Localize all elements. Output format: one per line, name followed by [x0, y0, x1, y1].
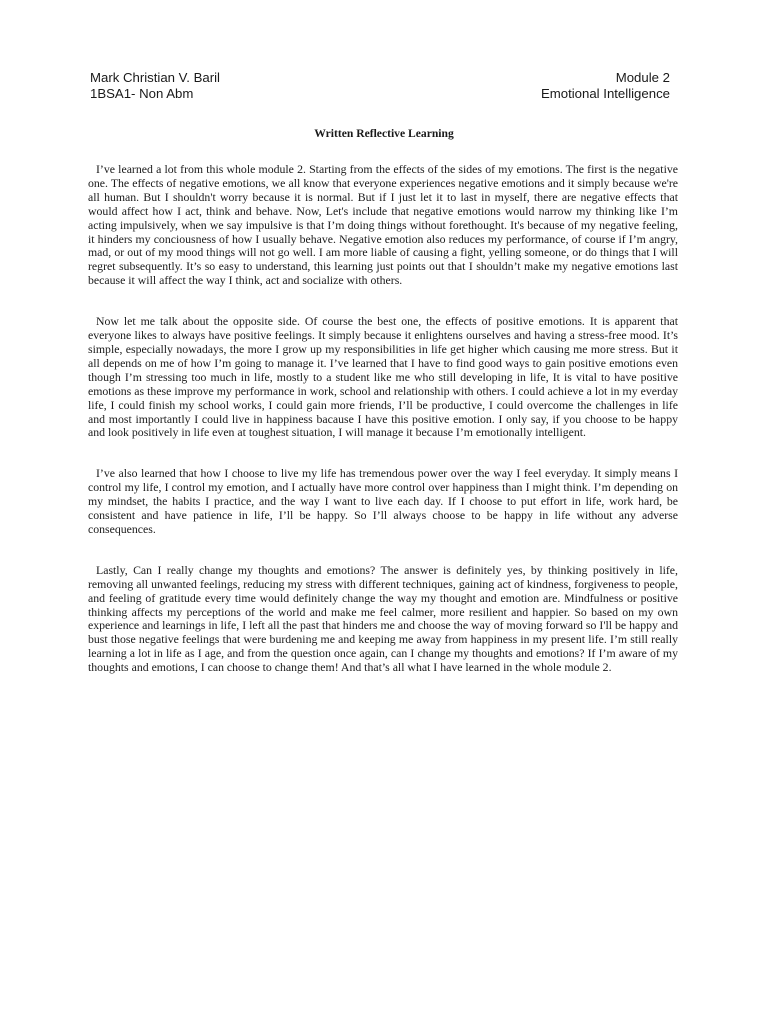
module-subject: Emotional Intelligence — [540, 86, 670, 101]
module-number: Module 2 — [615, 70, 670, 85]
paragraph-life-choices: I’ve also learned that how I choose to live my life has tremendous power over the way I feel everyday. It simply means I control my life, I control my emotion, and I actually have more control over happiness than I might think. I’m depending on my mindset, the habits I practice, and the way I want to live each day. If I choose to put effort in life, work hard, be consistent and have patience in life, I’ll be happy. So I’ll always choose to be happy in life without any adverse consequences. — [88, 466, 678, 536]
document-title: Written Reflective Learning — [314, 127, 454, 140]
student-name: Mark Christian V. Baril — [90, 70, 220, 85]
student-info — [90, 70, 220, 102]
student-section: 1BSA1- Non Abm — [90, 86, 194, 101]
paragraph-positive-emotions: Now let me talk about the opposite side. Of course the best one, the effects of positive emotions. It is apparent that everyone likes to always have positive feelings. It simply because it enlightens ourselves and having a stress-free mood. It’s simple, especially nowadays, the more I grow up my responsibilities in life get higher which causing me more stress. But it all depends on me of how I’m going to manage it. I’ve learned that I have to find good ways to gain positive emotions even though I’m stressing too much in life, mostly to a student like me who still developing in life, It is vital to have positive emotions as these improve my performance in work, school and relationship with others. I could achieve a lot in my everday life, I could finish my school works, I could gain more friends, I’ll be productive, I could overcome the challenges in life and most importantly I could live in happiness bacause I have this positive emotion. I only say, if you choose to be happy and look positively in life even at toughest situation, I will manage it because I’m emotionally intelligent. — [88, 314, 678, 440]
paragraph-negative-emotions: I’ve learned a lot from this whole module 2. Starting from the effects of the sides of my emotions. The first is the negative one. The effects of negative emotions, we all know that everyone experiences negative emotions and it simply because we're all human. But I shouldn't worry because it is normal. But if I just let it to last in myself, there are negative effects that would affect how I act, think and behave. Now, Let's include that negative emotions would narrow my thinking like I’m acting impulsively, when we say impulsive is that I’m doing things without forethought. It's because of my negative feeling, it hinders my conciousness of how I usually behave. Negative emotion also reduces my performance, of course if I’m angry, mad, or out of my mood things will not go well. I am more liable of causing a fight, yelling someone, or do things that I will regret subsequently. It’s so easy to understand, this learning just points out that I shouldn’t make my negative emotions last because it will affect the way I think, act and socialize with others. — [88, 162, 678, 288]
paragraph-conclusion: Lastly, Can I really change my thoughts and emotions? The answer is definitely yes, by thinking positively in life, removing all unwanted feelings, reducing my stress with different techniques, gaining act of kindness, forgiveness to people, and feeling of gratitude every time would definitely change the way my thought and emotion are. Mindfulness or positive thinking affects my perceptions of the world and make me feel calmer, more resilient and happier. So based on my own experience and learnings in life, I left all the past that hinders me and choose the way of moving forward so I'll be happy and bust those negative feelings that were burdening me and keeping me away from happiness in my present life. I’m still really learning a lot in life as I age, and from the question once again, can I change my thoughts and emotions? If I’m aware of my thoughts and emotions, I can choose to change them! And that’s all what I have learned in the whole module 2. — [88, 562, 678, 675]
document-body — [88, 163, 678, 675]
module-info — [541, 70, 670, 102]
